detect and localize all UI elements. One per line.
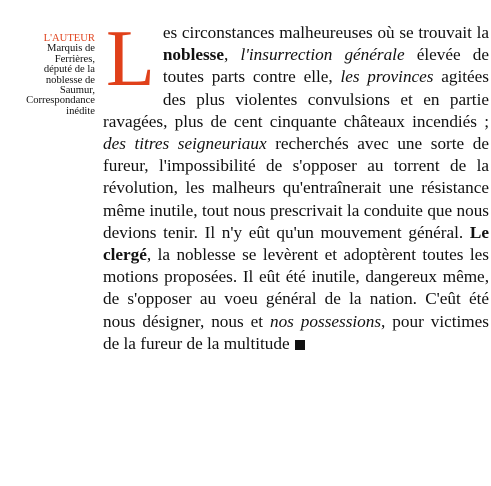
author-label: L'AUTEUR: [43, 33, 95, 44]
emphasis-italic: les provinces: [340, 67, 434, 87]
emphasis-italic: l'insurrection générale: [240, 45, 405, 65]
caption-line: Marquis de: [47, 43, 95, 55]
text-segment: élevée de toutes parts contre elle,: [162, 45, 489, 87]
drop-cap: L: [106, 15, 155, 103]
emphasis-italic: des titres seigneuriaux: [103, 134, 267, 154]
caption-line: Correspondance: [26, 95, 95, 107]
author-caption: [2, 44, 95, 117]
article-paragraph: [103, 15, 489, 355]
text-segment: ,: [224, 45, 241, 65]
emphasis-bold: noblesse: [162, 45, 224, 65]
author-sidenote: [2, 34, 95, 117]
text-segment: recherchés avec une sorte de fureur, l'impossibilité de s'opposer au torrent de la révolution, les malheurs qu'entraînerait une résistance même inutile, tout nous prescrivait la conduite que nous devions tenir. Il n'y eût qu'un mouvement général.: [103, 134, 489, 242]
caption-line: député de la: [43, 64, 95, 76]
emphasis-italic: nos possessions: [269, 311, 382, 331]
caption-line: Ferrières,: [54, 53, 95, 65]
caption-line: noblesse de: [45, 74, 95, 86]
text-segment: es circonstances malheureuses où se trouvait la: [162, 23, 489, 42]
text-segment: , la noblesse se levèrent et adoptèrent toutes les motions proposées. Il eût été inutile, dangereux même, de s'opposer au voeu général de la nation. C'eût été nous désigner, nous et: [103, 245, 489, 331]
text-segment: , pour victimes de la fureur de la multitude: [103, 311, 489, 353]
emphasis-bold: Le clergé: [103, 222, 489, 265]
caption-line: Saumur,: [59, 85, 95, 97]
text-segment: agitées des plus violentes convulsions et en partie ravagées, plus de cent cinquante châteaux incendiés ;: [103, 67, 489, 131]
end-of-article-square-icon: [295, 340, 305, 350]
caption-line: inédite: [66, 105, 95, 117]
